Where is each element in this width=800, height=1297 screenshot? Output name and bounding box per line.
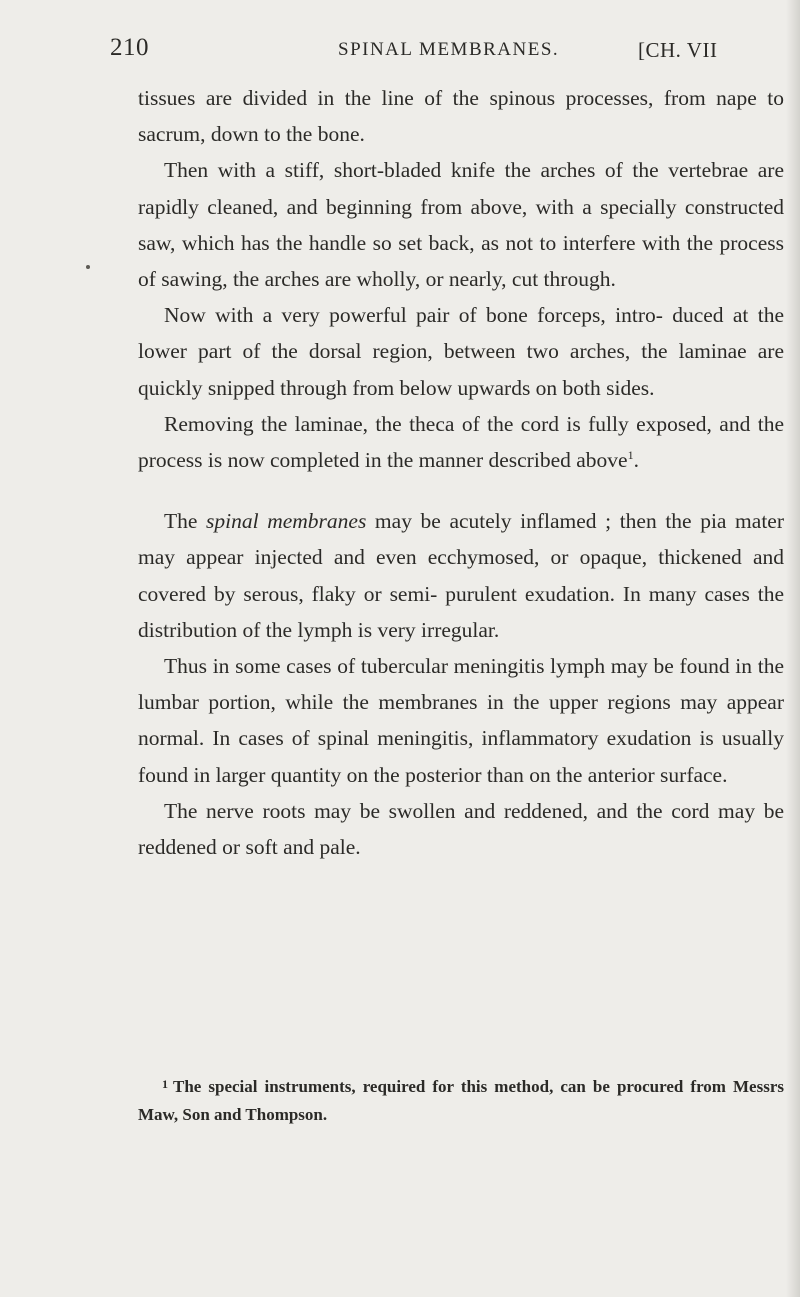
paragraph-4 — [138, 406, 784, 478]
emphasis-spinal-membranes: spinal membranes — [206, 509, 367, 534]
page-number: 210 — [110, 34, 149, 61]
paragraph-5-start: The — [164, 509, 207, 534]
paragraph-6: Thus in some cases of tubercular meningitis lymph may be found in the lumbar portion, while the membranes in the upper regions may appear normal. In cases of spinal meningitis, inflammatory exudation is usually found in larger quantity on the posterior than on the anterior surface. — [138, 654, 784, 787]
body-text — [138, 80, 784, 865]
footnote-marker: 1 — [162, 1077, 168, 1091]
footnote-text: The special instruments, required for this method, can be procured from Messrs Maw, Son and Thompson. — [138, 1077, 784, 1124]
paragraph-2: Then with a stiff, short-bladed knife the arches of the vertebrae are rapidly cleaned, and beginning from above, with a specially constructed saw, which has the handle so set back, as not to interfere with the process of sawing, the arches are wholly, or nearly, cut through. — [138, 158, 784, 292]
paragraph-4-end: . — [633, 448, 639, 473]
footnote — [138, 1070, 784, 1129]
chapter-label: [CH. VII — [638, 38, 718, 62]
paragraph-5-rest: may be acutely inflamed ; then the pia mater may appear injected and even ecchymosed, or opaque, thickened and covered by serous, flaky or semi- purulent exudation. In many cases the distribution of the lymph is very irregular. — [138, 509, 784, 642]
paragraph-1: tissues are divided in the line of the spinous processes, from nape to sacrum, down to the bone. — [138, 86, 784, 147]
running-title: SPINAL MEMBRANES. — [338, 39, 560, 60]
page-edge-shadow — [786, 0, 800, 1297]
ink-speck — [86, 265, 90, 269]
page-header — [110, 34, 800, 74]
paragraph-7: The nerve roots may be swollen and reddened, and the cord may be reddened or soft and pale. — [138, 798, 784, 860]
paragraph-3: Now with a very powerful pair of bone forceps, intro- duced at the lower part of the dorsal region, between two arches, the laminae are quickly snipped through from below upwards on both sides. — [138, 303, 784, 400]
paragraph-4-text: Removing the laminae, the theca of the cord is fully exposed, and the process is now completed in the manner described above — [138, 411, 784, 473]
paragraph-5 — [138, 503, 784, 648]
footnote-reference: 1 — [627, 448, 634, 463]
